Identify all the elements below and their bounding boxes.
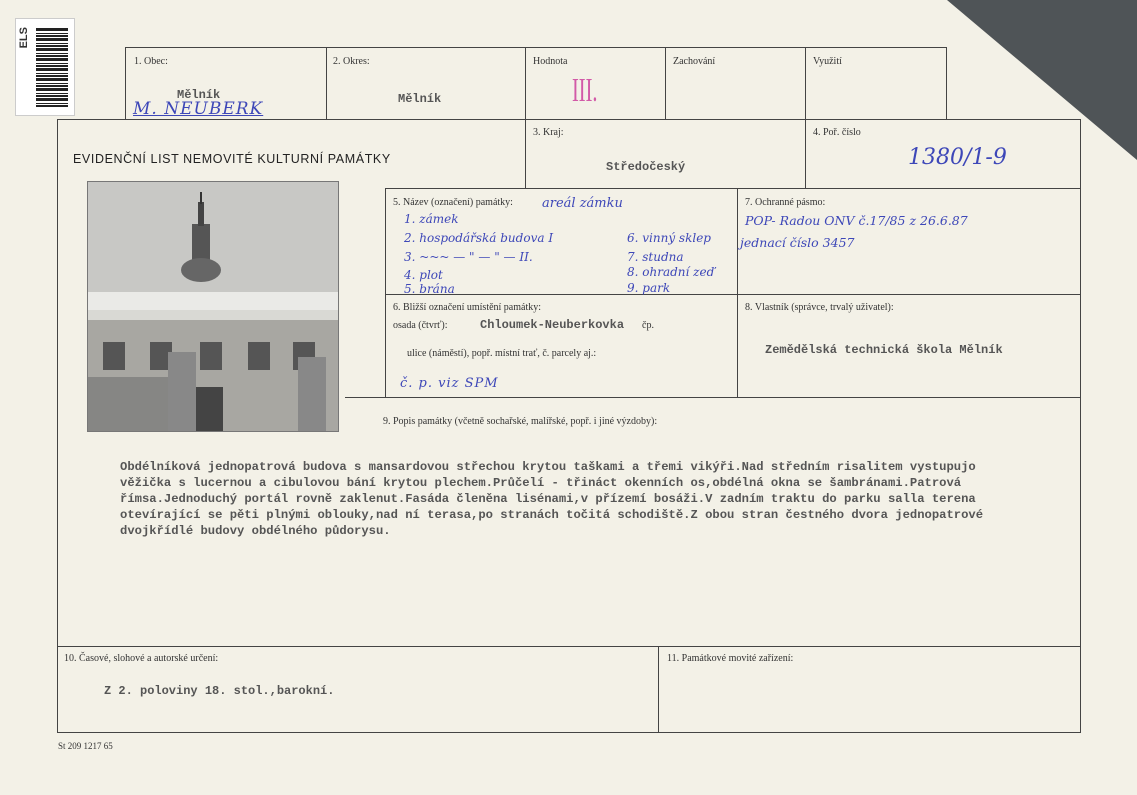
por-cislo-value: 1380/1-9 xyxy=(908,145,1007,170)
grid-line xyxy=(525,47,526,188)
por-cislo-label: 4. Poř. číslo xyxy=(813,127,861,138)
hodnota-label: Hodnota xyxy=(533,56,568,67)
obec-label: 1. Obec: xyxy=(134,56,168,67)
grid-line xyxy=(57,119,1081,120)
barcode-sticker xyxy=(15,18,75,116)
kraj-typed-value: Středočeský xyxy=(606,160,686,174)
grid-line xyxy=(946,47,947,119)
grid-line xyxy=(125,47,126,119)
popis-line: římsa.Jednoduchý portál rovně zaklenut.Fasáda členěna lisénami,v přízemí bosáži.V zadním traktu do parku salla terena xyxy=(120,492,976,506)
ulice-label: ulice (náměstí), popř. místní trať, č. parcely aj.: xyxy=(407,348,597,359)
nazev-item-2: 2. hospodářská budova I xyxy=(404,231,554,245)
nazev-item-6: 6. vinný sklep xyxy=(627,231,711,245)
grid-line xyxy=(125,47,947,48)
grid-line xyxy=(385,294,1081,295)
umisteni-label: 6. Bližší označení umístění památky: xyxy=(393,302,542,313)
building-photo xyxy=(87,181,339,432)
grid-line xyxy=(345,397,1081,398)
grid-line xyxy=(658,646,659,732)
popis-line: Obdélníková jednopatrová budova s mansardovou střechou krytou taškami a třemi vikýři.Nad středním risalitem vystupujo xyxy=(120,460,976,474)
nazev-item-4: 4. plot xyxy=(404,268,443,282)
kraj-label: 3. Kraj: xyxy=(533,127,564,138)
obec-handwritten-value: M. NEUBERK xyxy=(133,99,264,119)
nazev-item-8: 8. ohradní zeď xyxy=(627,265,715,279)
grid-line xyxy=(57,646,1081,647)
grid-line xyxy=(57,119,58,733)
osada-label: osada (čtvrť): xyxy=(393,320,448,331)
osada-value: Chloumek-Neuberkovka xyxy=(480,318,625,332)
page-title: EVIDENČNÍ LIST NEMOVITÉ KULTURNÍ PAMÁTKY xyxy=(73,152,391,166)
sticker-label: ELS xyxy=(18,27,30,49)
casove-typed-value: Z 2. poloviny 18. stol.,barokní. xyxy=(104,684,335,698)
movite-label: 11. Památkové movité zařízení: xyxy=(667,653,794,664)
popis-line: dvojkřídlé budovy obdélného půdorysu. xyxy=(120,524,391,538)
chateau-image xyxy=(88,182,338,431)
barcode-icon xyxy=(36,27,68,107)
grid-line xyxy=(57,732,1081,733)
grid-line xyxy=(385,188,1081,189)
vlastnik-label: 8. Vlastník (správce, trvalý uživatel): xyxy=(745,302,894,313)
nazev-item-3: 3. ~~~ — " — " — II. xyxy=(404,250,533,264)
popis-label: 9. Popis památky (včetně sochařské, malířské, popř. i jiné výzdoby): xyxy=(383,416,658,427)
popis-text xyxy=(120,459,1070,539)
nazev-label: 5. Název (označení) památky: xyxy=(393,197,513,208)
nazev-item-5: 5. brána xyxy=(404,282,455,296)
page-corner-shadow xyxy=(947,0,1137,160)
grid-line xyxy=(665,47,666,119)
hodnota-value: III. xyxy=(572,72,598,109)
nazev-heading: areál zámku xyxy=(542,196,623,211)
umisteni-handwritten: č. p. viz SPM xyxy=(400,376,499,391)
grid-line xyxy=(326,47,327,119)
cp-label: čp. xyxy=(642,320,654,331)
nazev-item-1: 1. zámek xyxy=(404,212,459,226)
grid-line xyxy=(737,188,738,398)
popis-line: věžička s lucernou a cibulovou bání krytou plechem.Průčelí - třináct okenních os,obdélná okna se šambránami.Patrová xyxy=(120,476,962,490)
ochranne-label: 7. Ochranné pásmo: xyxy=(745,197,826,208)
okres-typed-value: Mělník xyxy=(398,92,442,106)
grid-line xyxy=(385,188,386,398)
popis-line: otevírající se pěti plnými oblouky,nad ní terasa,po stranách točitá schodiště.Z obou stran čestného dvora jednopatrové xyxy=(120,508,984,522)
casove-label: 10. Časové, slohové a autorské určení: xyxy=(64,653,219,664)
vlastnik-typed-value: Zemědělská technická škola Mělník xyxy=(765,343,1003,357)
ochranne-line-2: jednací číslo 3457 xyxy=(740,235,855,250)
vyuziti-label: Využití xyxy=(813,56,842,67)
grid-line xyxy=(805,47,806,188)
obec-typed-value: Mělník xyxy=(177,88,221,102)
grid-line xyxy=(1080,119,1081,733)
form-code: St 209 1217 65 xyxy=(58,741,113,751)
zachovani-label: Zachování xyxy=(673,56,716,67)
nazev-item-7: 7. studna xyxy=(627,250,684,264)
nazev-item-9: 9. park xyxy=(627,281,671,295)
okres-label: 2. Okres: xyxy=(333,56,370,67)
ochranne-line-1: POP- Radou ONV č.17/85 z 26.6.87 xyxy=(745,213,968,228)
